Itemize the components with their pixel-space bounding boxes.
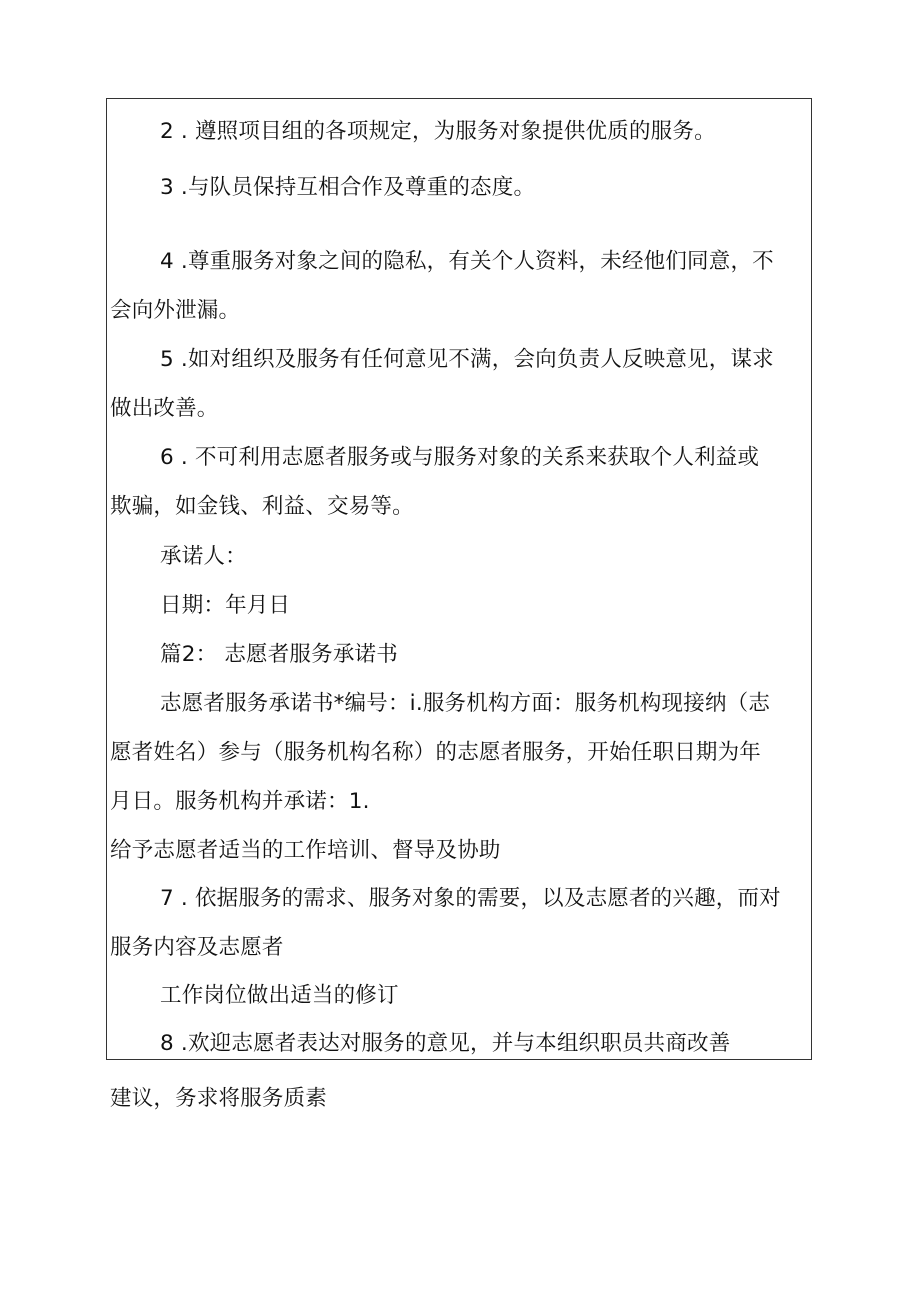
text-line: 会向外泄漏。 xyxy=(110,298,241,323)
text-line: 日期：年月日 xyxy=(160,593,291,618)
document-frame xyxy=(106,98,812,1060)
text-line: 欺骗，如金钱、利益、交易等。 xyxy=(110,494,414,519)
text-line: 给予志愿者适当的工作培训、督导及协助 xyxy=(110,838,501,863)
text-line: 工作岗位做出适当的修订 xyxy=(160,983,399,1008)
text-line: 月日。服务机构并承诺：1. xyxy=(110,789,370,814)
text-line: 5 .如对组织及服务有任何意见不满，会向负责人反映意见，谋求 xyxy=(160,347,774,372)
text-line: 6 . 不可利用志愿者服务或与服务对象的关系来获取个人利益或 xyxy=(160,445,760,470)
text-line: 2 . 遵照项目组的各项规定，为服务对象提供优质的服务。 xyxy=(160,119,716,144)
text-line: 4 .尊重服务对象之间的隐私，有关个人资料，未经他们同意，不 xyxy=(160,249,774,274)
text-line: 承诺人： xyxy=(160,544,247,569)
text-line: 8 .欢迎志愿者表达对服务的意见，并与本组织职员共商改善 xyxy=(160,1031,731,1056)
text-line: 志愿者服务承诺书*编号：i.服务机构方面：服务机构现接纳（志 xyxy=(160,691,771,716)
text-line: 服务内容及志愿者 xyxy=(110,935,284,960)
section-heading: 篇2： 志愿者服务承诺书 xyxy=(160,642,398,667)
text-line: 3 .与队员保持互相合作及尊重的态度。 xyxy=(160,175,536,200)
text-line: 做出改善。 xyxy=(110,396,219,421)
text-line: 7 . 依据服务的需求、服务对象的需要，以及志愿者的兴趣，而对 xyxy=(160,886,781,911)
text-line: 愿者姓名）参与（服务机构名称）的志愿者服务，开始任职日期为年 xyxy=(110,740,762,765)
text-line: 建议，务求将服务质素 xyxy=(110,1086,328,1111)
